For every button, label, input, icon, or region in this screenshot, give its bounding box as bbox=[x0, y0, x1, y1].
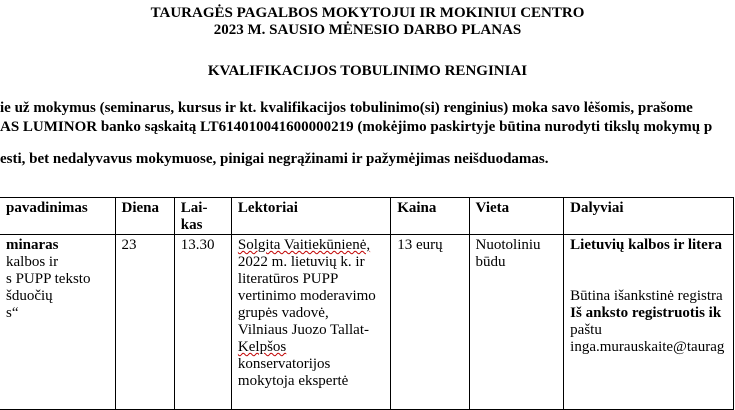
lecturer-line: vertinimo moderavimo bbox=[237, 288, 376, 304]
registration-email-link[interactable]: inga.murauskaite@taurag bbox=[570, 339, 725, 355]
place-line: Nuotoliniu bbox=[475, 237, 541, 253]
notice-line-3: esti, bet nedalyvavus mokymuose, pinigai negrąžinami ir pažymėjimas neišduodamas. bbox=[0, 151, 549, 167]
notice-line-1: ie už mokymus (seminarus, kursus ir kt. kvalifikacijos tobulinimo(si) renginius) moka savo lėšomis, prašome bbox=[0, 100, 693, 116]
cell-place bbox=[469, 235, 564, 410]
header-participants: Dalyviai bbox=[564, 198, 734, 235]
header-time bbox=[174, 198, 231, 235]
header-time-line-1: Lai- bbox=[180, 200, 208, 216]
header-lecturers: Lektoriai bbox=[231, 198, 390, 235]
event-name-line: kalbos ir bbox=[6, 254, 59, 270]
cell-time: 13.30 bbox=[174, 235, 231, 410]
center-title: TAURAGĖS PAGALBOS MOKYTOJUI IR MOKINIUI CENTRO bbox=[150, 5, 585, 21]
plan-title: 2023 M. SAUSIO MĖNESIO DARBO PLANAS bbox=[213, 22, 522, 38]
event-name-line: s“ bbox=[6, 305, 19, 321]
notice-line-2: AS LUMINOR banko sąskaitą LT614010041600000219 (mokėjimo paskirtyje būtina nurodyti tikslų mokymų p bbox=[0, 119, 713, 135]
cell-day: 23 bbox=[115, 235, 174, 410]
events-table bbox=[0, 197, 734, 410]
header-price: Kaina bbox=[391, 198, 469, 235]
cell-name bbox=[0, 235, 115, 410]
place-line: būdu bbox=[475, 254, 506, 270]
participants-target: Lietuvių kalbos ir litera bbox=[570, 237, 722, 253]
table-row bbox=[0, 235, 734, 410]
header-place: Vieta bbox=[469, 198, 564, 235]
header-day: Diena bbox=[115, 198, 174, 235]
event-name-line: s PUPP teksto bbox=[6, 271, 91, 287]
lecturer-name: Solgita Vaitiekūnienė, bbox=[237, 237, 371, 253]
registration-method: paštu bbox=[570, 322, 602, 338]
cell-price: 13 eurų bbox=[391, 235, 469, 410]
table-header-row bbox=[0, 198, 734, 235]
event-name-line: šduočių bbox=[6, 288, 53, 304]
lecturer-line: 2022 m. lietuvių k. ir bbox=[237, 254, 365, 270]
lecturer-line: literatūros PUPP bbox=[237, 271, 339, 287]
section-title: KVALIFIKACIJOS TOBULINIMO RENGINIAI bbox=[207, 63, 528, 79]
lecturer-line: konservatorijos bbox=[237, 356, 331, 372]
lecturer-line: Vilniaus Juozo Tallat- bbox=[237, 322, 369, 338]
lecturer-line: grupės vadovė, bbox=[237, 305, 329, 321]
event-type: minaras bbox=[6, 237, 59, 253]
cell-participants bbox=[564, 235, 734, 410]
spacer bbox=[570, 254, 727, 288]
registration-deadline: Iš anksto registruotis ik bbox=[570, 305, 722, 321]
header-time-line-2: kas bbox=[180, 217, 203, 233]
registration-required: Būtina išankstinė registra bbox=[570, 288, 723, 304]
header-name: pavadinimas bbox=[0, 198, 115, 235]
lecturer-line: mokytoja ekspertė bbox=[237, 373, 349, 389]
lecturer-line: Kelpšos bbox=[237, 339, 287, 355]
cell-lecturers bbox=[231, 235, 390, 410]
